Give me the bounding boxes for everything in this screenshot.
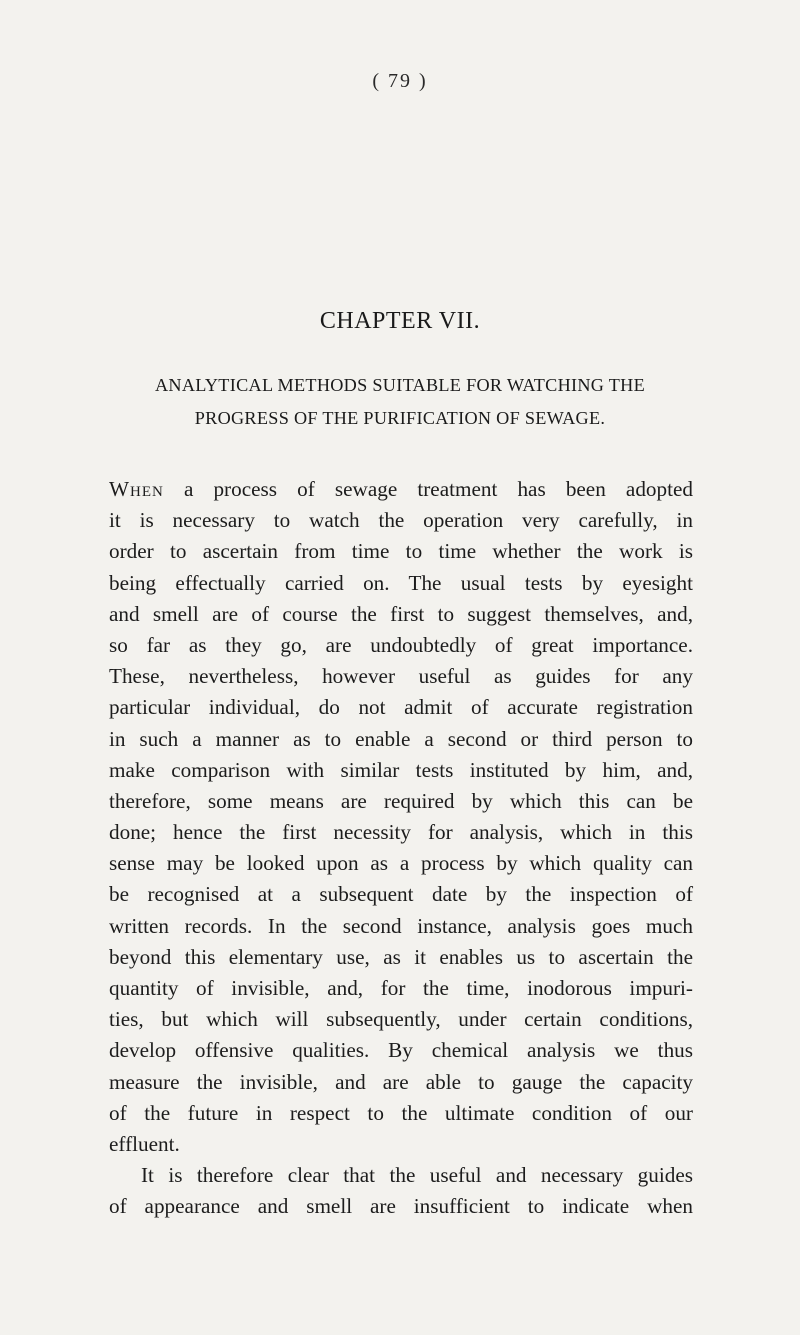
text-line: It is therefore clear that the useful and necessary guides (141, 1163, 693, 1188)
chapter-subtitle (110, 369, 690, 435)
text-line: it is necessary to watch the operation very carefully, in (109, 508, 693, 533)
text-line: written records. In the second instance, analysis goes much (109, 913, 693, 938)
text-line: being effectually carried on. The usual tests by eyesight (109, 570, 693, 595)
text-line: of the future in respect to the ultimate condition of our (109, 1100, 693, 1125)
first-word: When (109, 477, 164, 501)
text-line-rest: a process of sewage treatment has been adopted (163, 477, 693, 501)
text-line: so far as they go, are undoubtedly of great importance. (109, 632, 693, 657)
chapter-title: CHAPTER VII. (319, 308, 481, 334)
text-line: therefore, some means are required by which this can be (109, 788, 693, 813)
text-line: measure the invisible, and are able to gauge the capacity (109, 1069, 693, 1094)
text-line: effluent. (109, 1131, 180, 1156)
subtitle-line: ANALYTICAL METHODS SUITABLE FOR WATCHING THE (154, 375, 646, 395)
text-line: make comparison with similar tests instituted by him, and, (109, 757, 693, 782)
text-line (109, 474, 693, 505)
page-number: ( 79 ) (372, 70, 428, 92)
text-line: be recognised at a subsequent date by the inspection of (109, 882, 693, 907)
text-line: and smell are of course the first to suggest themselves, and, (109, 601, 693, 626)
text-line: beyond this elementary use, as it enables us to ascertain the (109, 944, 693, 969)
text-line: particular individual, do not admit of accurate registration (109, 695, 693, 720)
text-line: done; hence the first necessity for analysis, which in this (109, 820, 693, 845)
subtitle-line: PROGRESS OF THE PURIFICATION OF SEWAGE. (194, 408, 606, 428)
body-text (109, 474, 693, 1223)
text-line: develop offensive qualities. By chemical analysis we thus (109, 1038, 693, 1063)
text-line: ties, but which will subsequently, under certain conditions, (109, 1007, 693, 1032)
text-line: sense may be looked upon as a process by which quality can (109, 851, 693, 876)
text-line: order to ascertain from time to time whether the work is (109, 539, 693, 564)
text-line: These, nevertheless, however useful as guides for any (109, 664, 693, 689)
text-line: of appearance and smell are insufficient to indicate when (109, 1194, 693, 1219)
text-line: in such a manner as to enable a second or third person to (109, 726, 693, 751)
text-line: quantity of invisible, and, for the time, inodorous impuri- (109, 976, 693, 1000)
